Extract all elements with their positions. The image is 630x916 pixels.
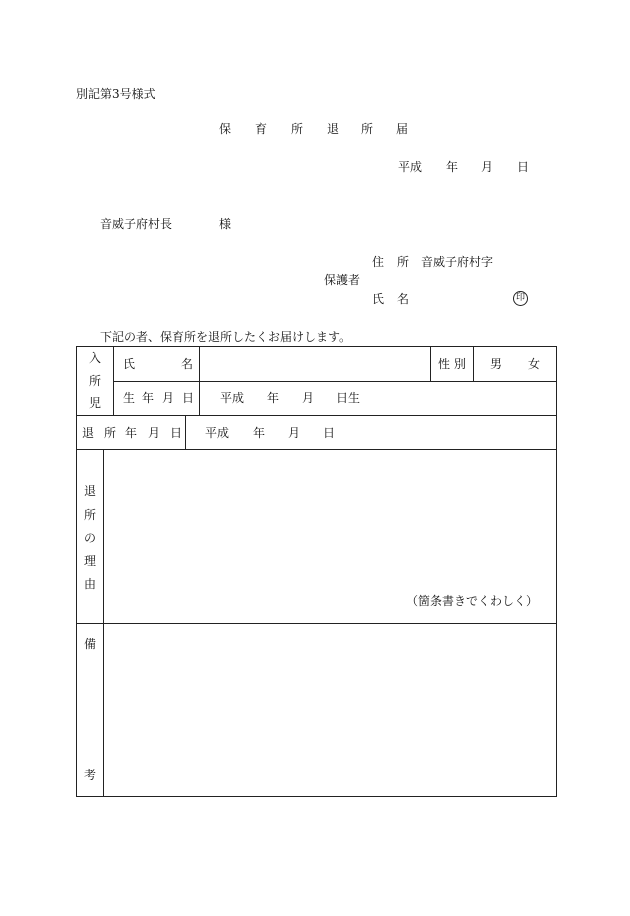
- leave-label-char: 日: [170, 426, 183, 440]
- addressee-honorific: 様: [219, 217, 232, 231]
- table-rule: [430, 346, 431, 381]
- table-rule: [113, 346, 114, 416]
- table-rule: [185, 415, 186, 450]
- birth-month: 月: [302, 391, 315, 405]
- table-rule: [199, 346, 200, 416]
- reason-hint: （箇条書きでくわしく）: [406, 594, 539, 608]
- child-label-char: 入: [89, 351, 102, 365]
- remarks-label-char: 考: [84, 768, 97, 782]
- title-char: 所: [361, 122, 374, 136]
- address-value: 音威子府村字: [421, 255, 494, 269]
- name-label-char: 氏: [372, 292, 385, 306]
- leave-label-char: 退: [82, 426, 95, 440]
- remarks-label-char: 備: [84, 637, 97, 651]
- table-rule: [76, 623, 557, 624]
- table-rule: [76, 449, 557, 450]
- birth-year: 年: [267, 391, 280, 405]
- addressee-name: 音威子府村長: [100, 217, 173, 231]
- remarks-field[interactable]: [106, 626, 554, 794]
- reason-label-char: 所: [84, 508, 97, 522]
- table-border-top: [76, 346, 557, 347]
- table-border-right: [556, 346, 557, 797]
- title-char: 退: [327, 122, 340, 136]
- table-rule: [473, 346, 474, 381]
- child-name-label-char: 名: [181, 357, 194, 371]
- birth-label-char: 日: [182, 391, 195, 405]
- table-border-left: [76, 346, 77, 797]
- date-era: 平成: [398, 160, 423, 174]
- table-border-bottom: [76, 796, 557, 797]
- table-rule: [113, 381, 557, 382]
- leave-label-char: 年: [125, 426, 138, 440]
- form-number: 別記第3号様式: [76, 87, 156, 101]
- reason-label-char: 理: [84, 554, 97, 568]
- child-label-char: 児: [89, 396, 102, 410]
- child-name-field[interactable]: [201, 348, 429, 380]
- date-day: 日: [517, 160, 530, 174]
- title-char: 届: [396, 122, 409, 136]
- leave-day: 日: [323, 426, 336, 440]
- name-label-char: 名: [397, 292, 410, 306]
- leave-label-char: 所: [104, 426, 117, 440]
- title-char: 保: [219, 122, 232, 136]
- title-char: 所: [291, 122, 304, 136]
- table-rule: [76, 415, 557, 416]
- reason-label-char: 退: [84, 484, 97, 498]
- title-char: 育: [255, 122, 268, 136]
- leave-label-char: 月: [148, 426, 161, 440]
- table-rule: [103, 449, 104, 797]
- leave-era: 平成: [205, 426, 230, 440]
- reason-label-char: の: [84, 531, 97, 545]
- leave-year: 年: [253, 426, 266, 440]
- birth-label-char: 月: [162, 391, 175, 405]
- leave-month: 月: [288, 426, 301, 440]
- date-month: 月: [481, 160, 494, 174]
- child-label-char: 所: [89, 374, 102, 388]
- birth-label-char: 生: [123, 391, 136, 405]
- seal-mark: 印: [513, 291, 528, 306]
- guardian-label: 保護者: [324, 273, 361, 287]
- birth-era: 平成: [220, 391, 245, 405]
- birth-day: 日生: [336, 391, 361, 405]
- sex-label: 性 別: [438, 357, 466, 371]
- intro-text: 下記の者、保育所を退所したくお届けします。: [100, 330, 352, 344]
- child-name-label-char: 氏: [123, 357, 136, 371]
- date-year: 年: [446, 160, 459, 174]
- address-label-char: 所: [397, 255, 410, 269]
- reason-label-char: 由: [84, 577, 97, 591]
- address-label-char: 住: [372, 255, 385, 269]
- birth-label-char: 年: [142, 391, 155, 405]
- sex-option-female[interactable]: 女: [528, 357, 541, 371]
- sex-option-male[interactable]: 男: [490, 357, 503, 371]
